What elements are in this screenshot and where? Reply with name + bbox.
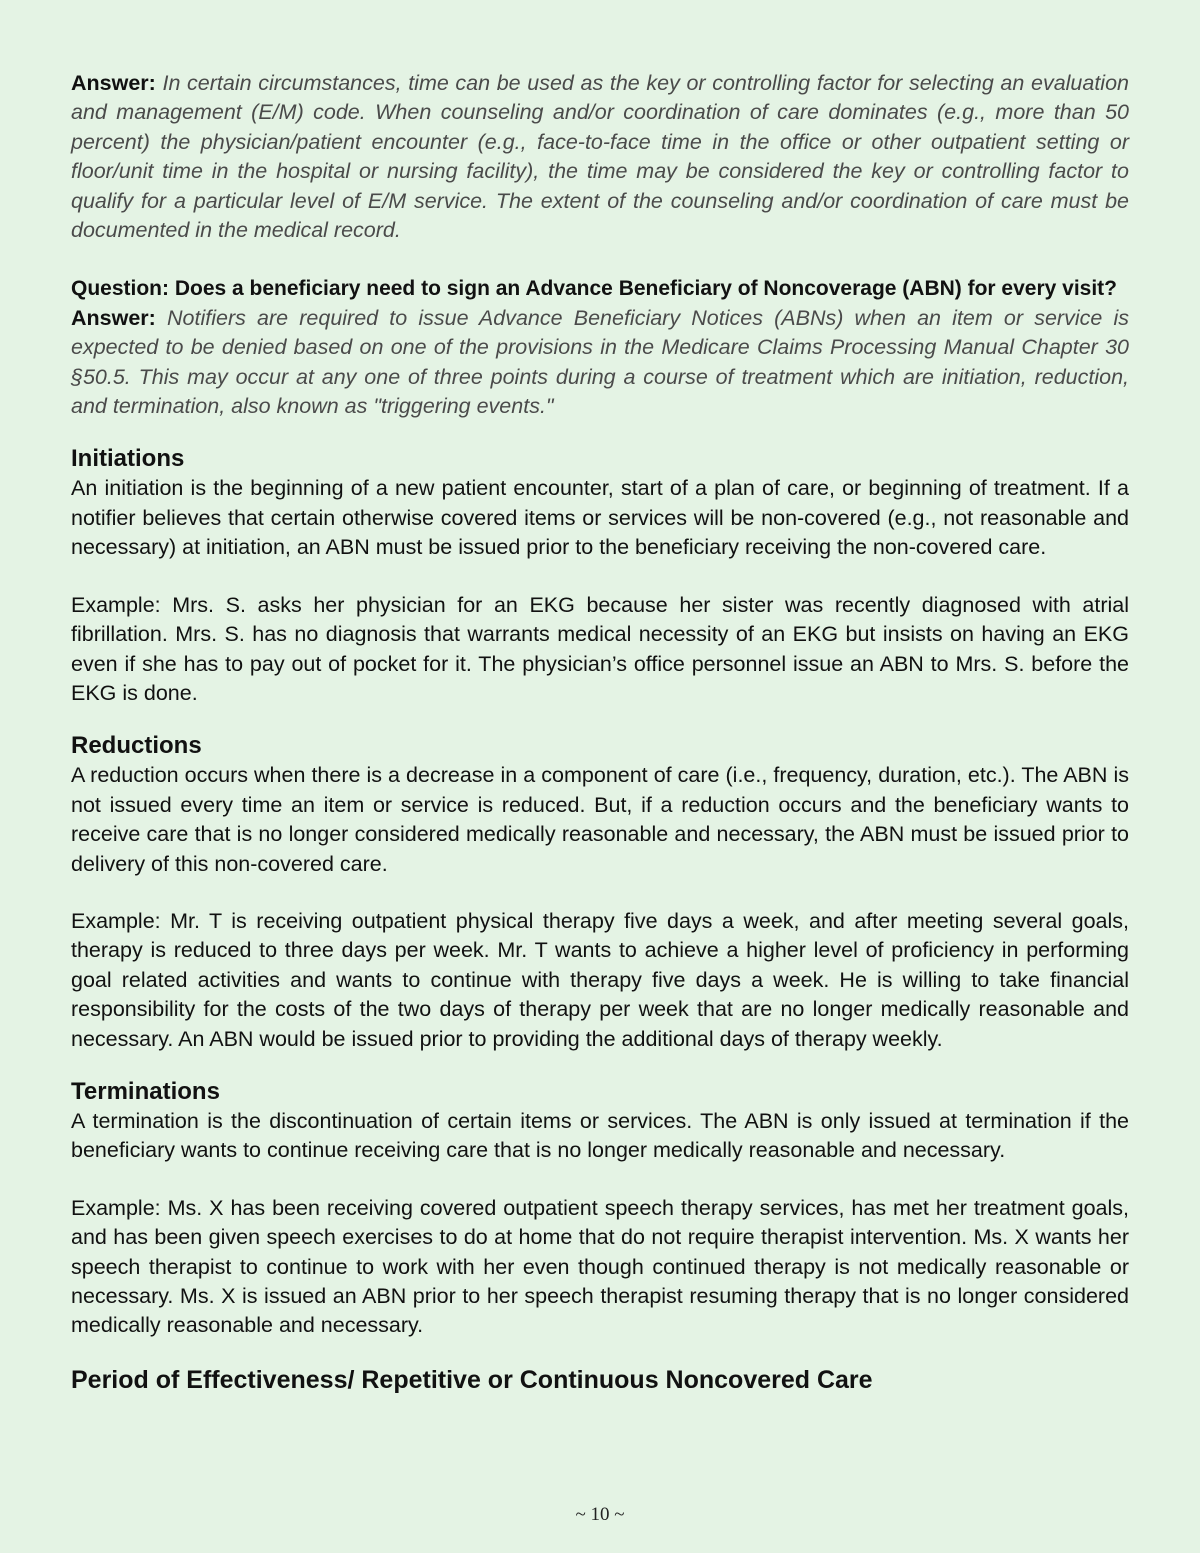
answer-paragraph-abn xyxy=(71,304,1129,422)
initiations-example: Example: Mrs. S. asks her physician for an EKG because her sister was recently diagnosed with atrial fibrillation. Mrs. S. has no diagnosis that warrants medical necessity of an EKG but insists on having an EKG even if she has to pay out of pocket for it. The physician’s office personnel issue an ABN to Mrs. S. before the EKG is done. xyxy=(71,592,1129,705)
answer-text: Notifiers are required to issue Advance Beneficiary Notices (ABNs) when an item or service is expected to be denied based on one of the provisions in the Medicare Claims Processing Manual Chapter 30 §50.5. This may occur at any one of three points during a course of treatment which are initiation, reduction, and termination, also known as "triggering events." xyxy=(71,305,1129,419)
document-page xyxy=(71,69,1129,1396)
section-heading-terminations: Terminations xyxy=(71,1077,220,1105)
answer-label: Answer: xyxy=(71,305,156,330)
section-heading-reductions: Reductions xyxy=(71,732,202,760)
page-number: ~ 10 ~ xyxy=(575,1504,625,1525)
terminations-body: A termination is the discontinuation of certain items or services. The ABN is only issued at termination if the beneficiary wants to continue receiving care that is no longer medically reasonable and necessary. xyxy=(71,1108,1129,1163)
question-abn-every-visit: Question: Does a beneficiary need to sign an Advance Beneficiary of Noncoverage (ABN) for every visit? xyxy=(71,277,1118,301)
reductions-example: Example: Mr. T is receiving outpatient physical therapy five days a week, and after meeting several goals, therapy is reduced to three days per week. Mr. T wants to achieve a higher level of proficiency in performing goal related activities and wants to continue with therapy five days a week. He is willing to take financial responsibility for the costs of the two days of therapy per week that are no longer medically reasonable and necessary. An ABN would be issued prior to providing the additional days of therapy weekly. xyxy=(71,908,1129,1051)
answer-label: Answer: xyxy=(71,71,156,95)
section-heading-initiations: Initiations xyxy=(71,445,185,473)
answer-paragraph-time xyxy=(71,69,1129,245)
terminations-example: Example: Ms. X has been receiving covered outpatient speech therapy services, has met her treatment goals, and has been given speech exercises to do at home that do not require therapist intervention. Ms. X wants her speech therapist to continue to work with her even though continued therapy is not medically reasonable or necessary. Ms. X is issued an ABN prior to her speech therapist resuming therapy that is no longer considered medically reasonable and necessary. xyxy=(71,1195,1129,1338)
initiations-body: An initiation is the beginning of a new patient encounter, start of a plan of care, or beginning of treatment. If a notifier believes that certain otherwise covered items or services will be non-covered (e.g., not reasonable and necessary) at initiation, an ABN must be issued prior to the beneficiary receiving the non-covered care. xyxy=(71,476,1129,560)
reductions-body: A reduction occurs when there is a decrease in a component of care (i.e., frequency, duration, etc.). The ABN is not issued every time an item or service is reduced. But, if a reduction occurs and the beneficiary wants to receive care that is no longer considered medically reasonable and necessary, the ABN must be issued prior to delivery of this non-covered care. xyxy=(71,763,1129,876)
answer-text: In certain circumstances, time can be used as the key or controlling factor for selecting an evaluation and management (E/M) code. When counseling and/or coordination of care dominates (e.g., more than 50 percent) the physician/patient encounter (e.g., face-to-face time in the office or other outpatient setting or floor/unit time in the hospital or nursing facility), the time may be considered the key or controlling factor to qualify for a particular level of E/M service. The extent of the counseling and/or coordination of care must be documented in the medical record. xyxy=(71,71,1130,243)
section-heading-period-of-effectiveness: Period of Effectiveness/ Repetitive or Continuous Noncovered Care xyxy=(71,1365,873,1394)
